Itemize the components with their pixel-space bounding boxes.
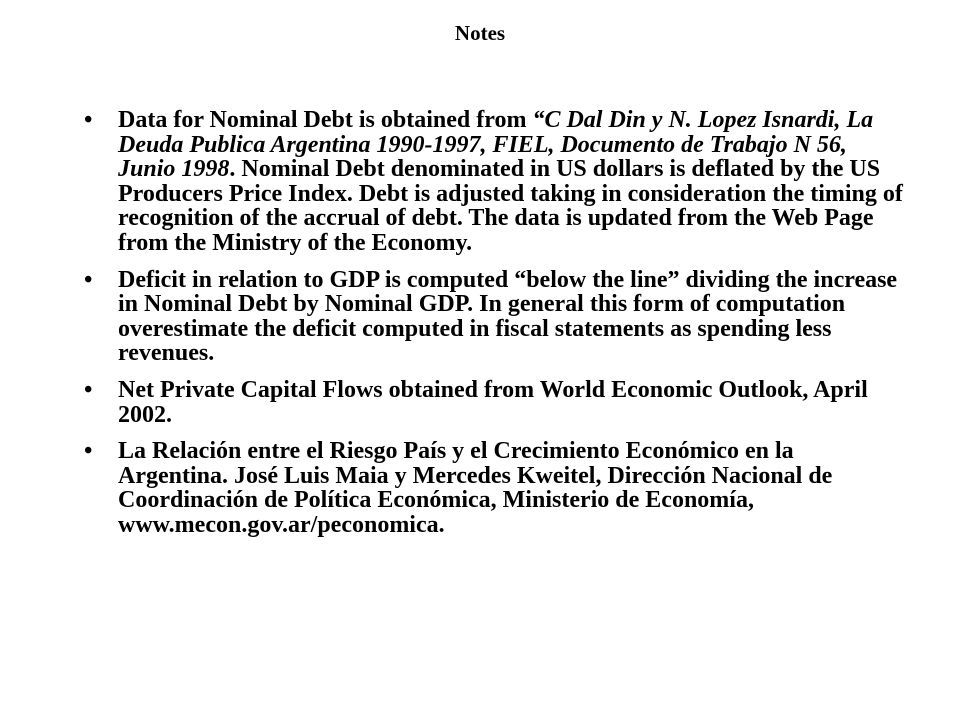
note-text: . Nominal Debt denominated in US dollars is deflated by the US Producers Price Index. Debt is adjusted taking in consideration the timing of recognition of the accrual of debt. The data is updated from the Web Page from the Ministry of the Economy. <box>118 156 903 256</box>
note-nominal-debt <box>84 108 904 256</box>
bullet-icon: • <box>84 438 93 465</box>
note-riesgo-pais <box>84 439 904 537</box>
note-capital-flows <box>84 378 904 427</box>
bullet-icon: • <box>84 266 93 293</box>
note-text: La Relación entre el Riesgo País y el Crecimiento Económico en la Argentina. José Luis Maia y Mercedes Kweitel, Dirección Nacional de Coordinación de Política Económica, Ministerio de Economía, www.mecon.gov.ar/peconomica. <box>118 438 833 538</box>
bullet-icon: • <box>84 107 93 133</box>
note-text: Data for Nominal Debt is obtained from <box>118 107 533 133</box>
page-title: Notes <box>454 21 506 45</box>
note-text: Deficit in relation to GDP is computed “below the line” dividing the increase in Nominal Debt by Nominal GDP. In general this form of computation overestimate the deficit computed in fiscal statements as spending less revenues. <box>118 266 898 367</box>
note-deficit-gdp <box>84 268 904 366</box>
note-text: Net Private Capital Flows obtained from World Economic Outlook, April 2002. <box>118 376 868 428</box>
bullet-icon: • <box>84 376 93 403</box>
notes-list <box>84 108 904 550</box>
citation-text: “C Dal Din y N. Lopez Isnardi, La Deuda Publica Argentina 1990-1997, FIEL, Documento de Trabajo N 56, Junio 1998 <box>118 107 874 183</box>
